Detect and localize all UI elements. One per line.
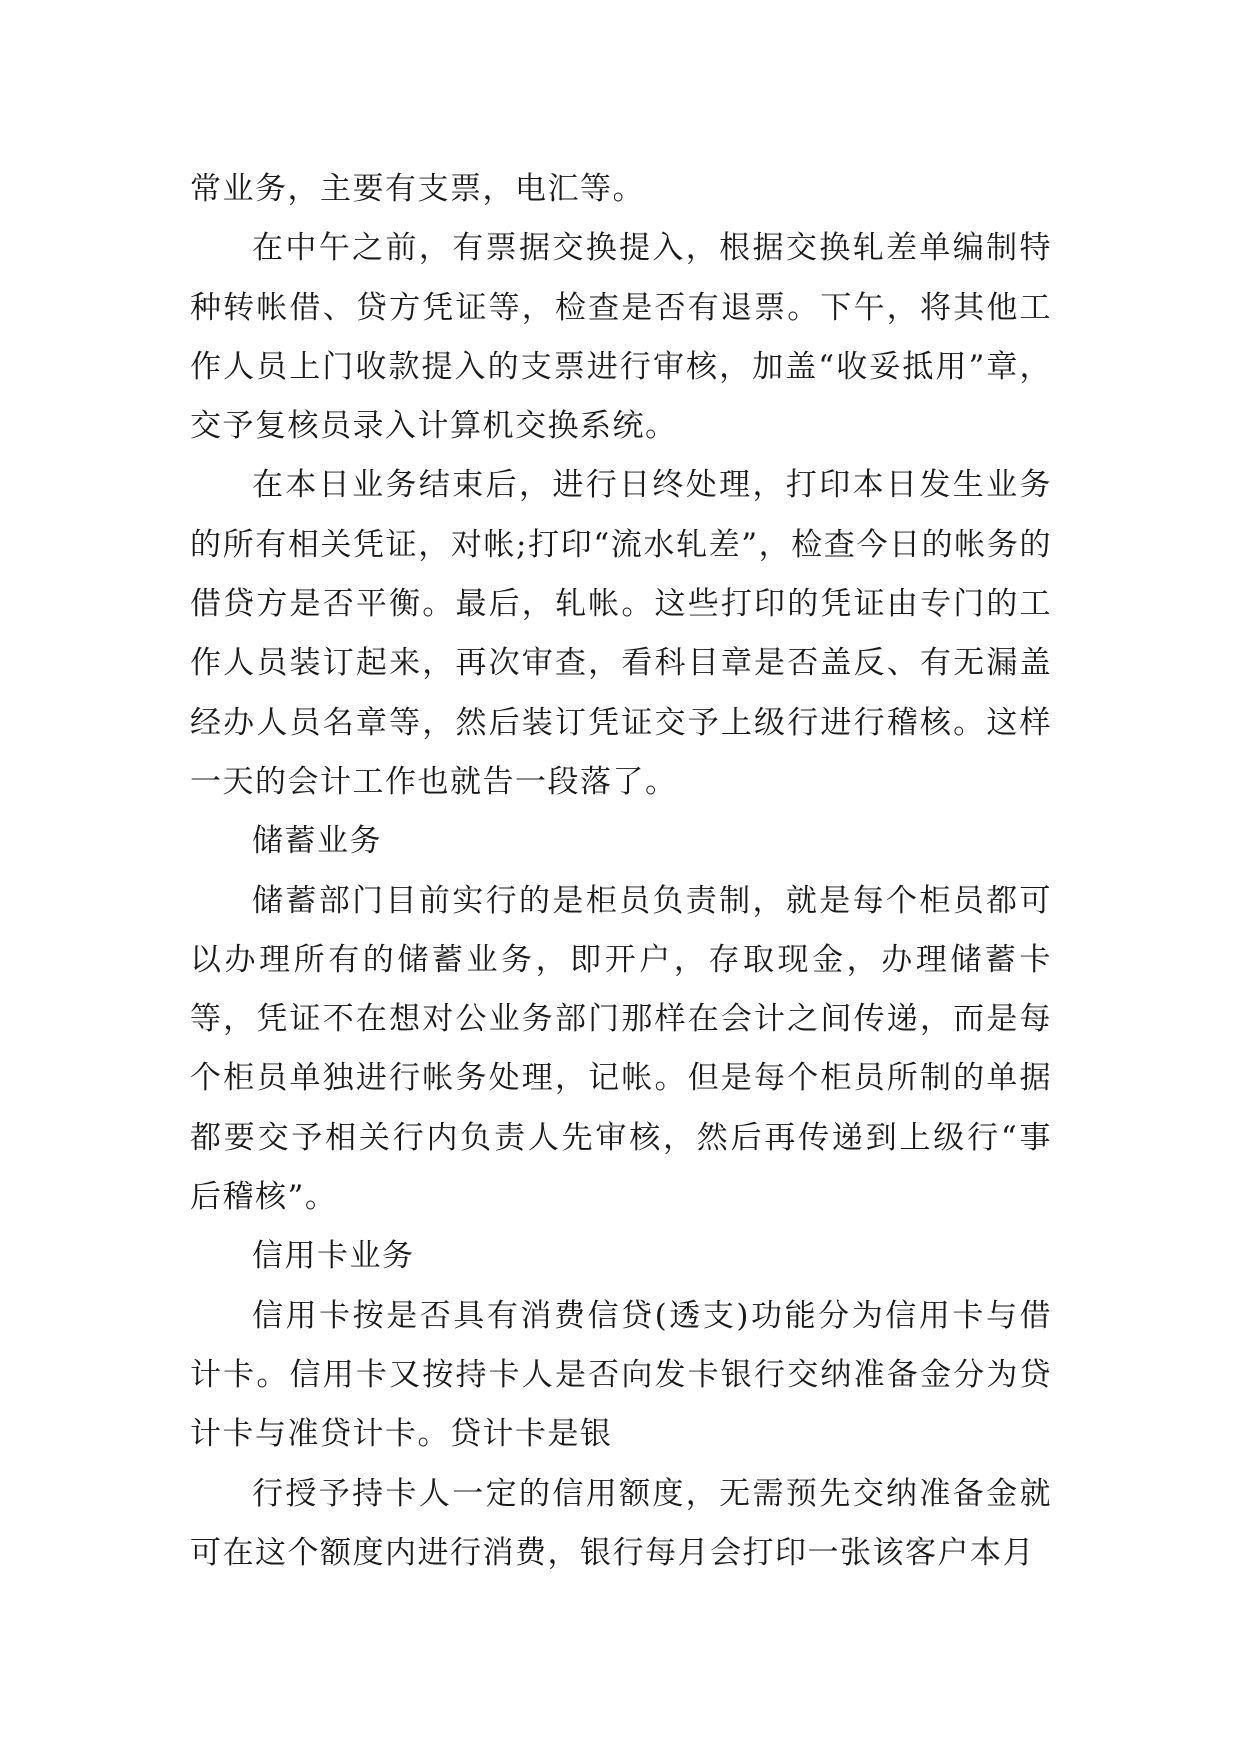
- paragraph-credit-limit: 行授予持卡人一定的信用额度，无需预先交纳准备金就可在这个额度内进行消费，银行每月会打印一张该客户本月: [190, 1475, 1052, 1571]
- paragraph-savings: 储蓄部门目前实行的是柜员负责制，就是每个柜员都可以办理所有的储蓄业务，即开户，存取现金，办理储蓄卡等，凭证不在想对公业务部门那样在会计之间传递，而是每个柜员单独进行帐务处理，记帐。但是每个柜员所制的单据都要交予相关行内负责人先审核，然后再传递到上级行“事后稽核”。: [190, 882, 1052, 1216]
- paragraph-credit-card-types: 信用卡按是否具有消费信贷(透支)功能分为信用卡与借计卡。信用卡又按持卡人是否向发卡银行交纳准备金分为贷计卡与准贷计卡。贷计卡是银: [190, 1297, 1052, 1453]
- document-body: [190, 160, 1052, 1583]
- section-heading-savings: 储蓄业务: [252, 823, 382, 860]
- paragraph-end-of-day: 在本日业务结束后，进行日终处理，打印本日发生业务的所有相关凭证，对帐;打印“流水轧差”，检查今日的帐务的借贷方是否平衡。最后，轧帐。这些打印的凭证由专门的工作人员装订起来，再次审查，看科目章是否盖反、有无漏盖经办人员名章等，然后装订凭证交予上级行进行稽核。这样一天的会计工作也就告一段落了。: [190, 467, 1052, 800]
- paragraph-continuation: 常业务，主要有支票，电汇等。: [190, 171, 645, 207]
- paragraph-noon-exchange: 在中午之前，有票据交换提入，根据交换轧差单编制特种转帐借、贷方凭证等，检查是否有退票。下午，将其他工作人员上门收款提入的支票进行审核，加盖“收妥抵用”章，交予复核员录入计算机交换系统。: [190, 230, 1052, 445]
- section-heading-credit-card: 信用卡业务: [252, 1238, 415, 1275]
